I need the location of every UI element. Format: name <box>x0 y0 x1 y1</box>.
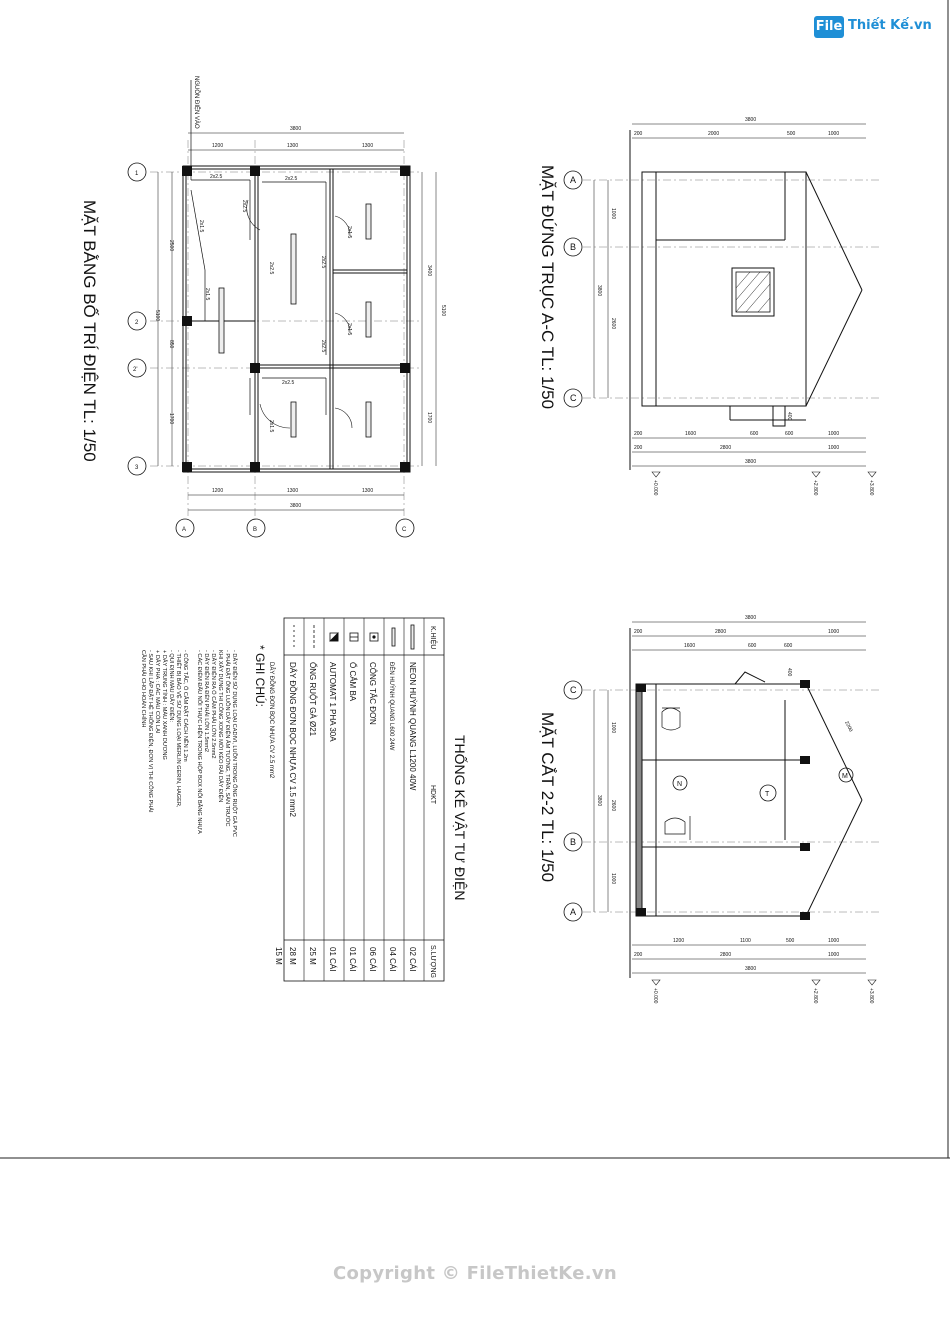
sec-axis-b: B <box>570 837 577 847</box>
plan-grid-row-3: 3 <box>135 465 139 471</box>
plan-dim-top-2: 1300 <box>287 143 299 149</box>
sec-dim-bot2-2: 2800 <box>720 952 732 958</box>
sec-dim-top-3: 1000 <box>828 629 840 635</box>
sec-marker-m: M <box>842 773 848 780</box>
section-title: MẶT CẮT 2-2 TL: 1/50 <box>538 712 557 883</box>
sec-dim-side-4: 1000 <box>610 873 616 885</box>
table-row-2-qty: 04 CÁI <box>388 947 397 972</box>
wire-label-6: 2x2.5 <box>268 262 274 275</box>
note-line-7: - CÔNG TẮC, Ổ CẮM ĐẶT CÁCH NỀN 1.2m <box>182 650 188 762</box>
elev-level-1: +2.800 <box>812 480 818 496</box>
sec-dim-top-1: 200 <box>634 629 643 635</box>
sec-dim-bot-4: 1000 <box>828 938 840 944</box>
wire-label-9: 2x1.5 <box>346 226 352 239</box>
plan-dim-total-bottom: 3800 <box>290 503 302 509</box>
elev-dim-side-1: 1000 <box>610 208 616 220</box>
plan-dim-top-1: 1200 <box>212 143 224 149</box>
notes-title: * GHI CHÚ: <box>253 645 267 708</box>
note-line-9: - QUI ĐỊNH MÀU DÂY ĐIỆN: <box>168 650 174 723</box>
sec-dim-total-top: 3800 <box>745 615 757 621</box>
logo-mark: File <box>814 16 844 38</box>
elev-level-2: +3.800 <box>868 480 874 496</box>
plan-dim-left-2: 850 <box>168 340 174 349</box>
elev-dim-top-3: 500 <box>787 131 796 137</box>
sec-axis-a: A <box>570 907 577 917</box>
elev-dim-top-4: 1000 <box>828 131 840 137</box>
logo-text: Thiết Kế.vn <box>848 18 932 33</box>
sec-dim-bot2-1: 200 <box>634 952 643 958</box>
elev-dim-total-bottom: 3800 <box>745 459 757 465</box>
table-header-symbol: K.HIỆU <box>429 626 436 650</box>
elev-dim-top-2: 2000 <box>708 131 720 137</box>
table-row-7-qty: 28 M <box>288 947 297 965</box>
plan-grid-row-1: 1 <box>135 171 139 177</box>
wire-label-8: 2x2.5 <box>320 340 326 353</box>
elev-dim-bot-3: 600 <box>750 431 759 437</box>
plan-grid-col-c: C <box>402 527 407 533</box>
sec-dim-top2-3: 600 <box>784 643 793 649</box>
elev-dim-bot-2: 1600 <box>685 431 697 437</box>
sec-level-1: +2.800 <box>812 988 818 1004</box>
plan-dim-left-total: 5100 <box>154 310 160 322</box>
note-line-11: + DÂY PHA : CÁC MÀU CÒN LẠI <box>154 650 160 734</box>
wire-label-3: 2x2.5 <box>241 200 247 213</box>
sec-dim-side-1: 1000 <box>610 722 616 734</box>
elev-dim-bot2-2: 2800 <box>720 445 732 451</box>
elev-dim-bot-1: 200 <box>634 431 643 437</box>
table-row-6-qty: 25 M <box>308 947 317 965</box>
table-row-4-desc: Ổ CẮM BA <box>348 662 357 702</box>
plan-dim-right-total: 5100 <box>440 305 446 317</box>
sec-dim-top-2: 2800 <box>715 629 727 635</box>
elev-dim-bot-5: 1000 <box>828 431 840 437</box>
sec-level-0: +0.000 <box>652 988 658 1004</box>
sec-dim-bot-1: 1200 <box>673 938 685 944</box>
table-header-qty: S.LƯỢNG <box>429 945 436 978</box>
sec-dim-bot-2: 1100 <box>740 938 751 944</box>
table-row-8-qty: 15 M <box>274 947 283 965</box>
plan-dim-bottom-1: 1200 <box>212 488 224 494</box>
elev-dim-bot2-3: 1000 <box>828 445 840 451</box>
table-row-7-desc: DÂY ĐỒNG ĐƠN BỌC NHỰA CV 1.5 mm2 <box>288 662 297 817</box>
sec-dim-bot-3: 500 <box>786 938 795 944</box>
note-line-4: - DÂY ĐIỆN RA Ổ CẮM PHẢI LỚN 2.5mm2 <box>210 650 216 759</box>
note-line-12: - SAU KHI LẮP ĐẶT HỆ THỐNG ĐIỆN, ĐƠN VỊ THI CÔNG PHẢI <box>147 650 153 813</box>
elev-dim-side-3: 2600 <box>610 318 616 330</box>
plan-dim-bottom-3: 1300 <box>362 488 374 494</box>
elev-level-0: +0.000 <box>652 480 658 496</box>
table-row-2-desc: ĐÈN HUỲNH QUANG L600 24W <box>388 662 394 751</box>
elev-dim-total-top: 3800 <box>745 117 757 123</box>
table-row-8-desc: DÂY ĐỒNG ĐƠN BỌC NHỰA CV 2.5 mm2 <box>268 662 274 779</box>
note-line-1: - DÂY ĐIỆN SỬ DỤNG LOẠI CADIVI, LUỒN TRONG ỐNG RUỘT GÀ PVC <box>231 650 237 837</box>
sec-level-2: +3.800 <box>868 988 874 1004</box>
table-row-5-qty: 01 CÁI <box>328 947 337 972</box>
plan-dim-bottom-2: 1300 <box>287 488 299 494</box>
table-header-desc: HDKT <box>429 785 436 805</box>
elev-axis-a: A <box>570 175 577 185</box>
plan-dim-left-1: 2500 <box>168 240 174 252</box>
table-row-1-desc: NEON HUỲNH QUANG L1200 40W <box>408 662 417 791</box>
notes <box>140 645 268 837</box>
wire-label-12: 2x1.5 <box>268 420 274 433</box>
table-row-3-desc: CÔNG TẮC ĐƠN <box>368 662 377 725</box>
plan-dim-right-a: 3400 <box>426 265 432 277</box>
sec-marker-n: N <box>677 781 683 788</box>
material-table <box>268 618 469 981</box>
elev-dim-bot-4: 600 <box>785 431 794 437</box>
sec-marker-t: T <box>765 791 770 798</box>
plan-grid-row-2: 2 <box>135 320 139 326</box>
sec-dim-side-3: 2600 <box>610 800 616 812</box>
sec-dim-total-bottom: 3800 <box>745 966 757 972</box>
wire-label-2: 2x2.5 <box>285 176 298 182</box>
sec-slope-dim: 2200 <box>843 720 854 733</box>
note-line-2: - PHẢI ĐẶT ỐNG LUỒN DÂY ĐIỆN ÂM TƯỜNG, TRẦN, SÀN TRƯỚC <box>224 650 230 827</box>
plan-dim-right-b: 1700 <box>426 412 432 424</box>
note-line-6: - CÁC ĐIỂM ĐẤU NỐI THỰC HIỆN TRONG HỘP BOX NỐI BẰNG NHỰA <box>196 650 202 834</box>
wire-label-10: 2x1.5 <box>346 323 352 336</box>
wire-label-5: 2x1.5 <box>204 288 210 301</box>
sec-dim-top2-2: 600 <box>748 643 757 649</box>
plan-grid-row-2b: 2' <box>133 367 138 373</box>
wire-label-7: 2x2.5 <box>320 256 326 269</box>
copyright-watermark: Copyright © FileThietKe.vn <box>332 1263 618 1284</box>
table-row-6-desc: ỐNG RUỘT GÀ Ø21 <box>308 662 317 737</box>
plan-grid-col-b: B <box>253 527 258 533</box>
section-2-2 <box>538 615 880 1004</box>
table-row-1-qty: 02 CÁI <box>408 947 417 972</box>
sec-dim-bot2-3: 1000 <box>828 952 840 958</box>
elevation-title: MẶT ĐỨNG TRỤC A-C TL: 1/50 <box>538 165 557 410</box>
floor-plan <box>80 76 446 537</box>
elevation-a-c <box>538 117 880 496</box>
wire-label-11: 2x2.5 <box>282 380 295 386</box>
table-row-3-qty: 06 CÁI <box>368 947 377 972</box>
plan-source-label: NGUỒN ĐIỆN VÀO <box>193 76 199 129</box>
plan-grid-col-a: A <box>182 527 187 533</box>
table-title: THỐNG KÊ VẬT TƯ ĐIỆN <box>452 735 468 901</box>
plan-dim-left-3: 1700 <box>168 413 174 425</box>
table-row-5-desc: AUTOMAT 1 PHA 30A <box>328 662 337 742</box>
plan-dim-total-top: 3800 <box>290 126 302 132</box>
note-line-3: KHI XÂY DỰNG THI CÔNG XONG MỚI KÉO RẢI DÂY ĐIỆN <box>217 650 223 803</box>
wire-label-4: 2x1.5 <box>198 220 204 233</box>
note-line-8: - THIẾT BỊ BẢO VỆ SỬ DỤNG LOẠI MERLIN GERIN, HAGER, <box>175 650 181 808</box>
sec-dim-side-2: 3800 <box>596 795 602 807</box>
sec-dim-top2-1: 1600 <box>684 643 696 649</box>
elev-dim-side-2: 3800 <box>596 285 602 297</box>
elev-axis-c: C <box>570 393 577 403</box>
elev-dim-bot2-1: 200 <box>634 445 643 451</box>
wire-label-1: 2x2.5 <box>210 174 223 180</box>
plan-dim-top-3: 1300 <box>362 143 374 149</box>
sec-small-dim: 400 <box>786 668 792 677</box>
elev-dim-top-1: 200 <box>634 131 643 137</box>
note-line-10: + DÂY TRUNG TÍNH : MÀU XANH DƯƠNG <box>161 650 167 760</box>
elev-small-dim: 400 <box>786 412 792 421</box>
elev-axis-b: B <box>570 242 577 252</box>
plan-title: MẶT BẰNG BỐ TRÍ ĐIỆN TL: 1/50 <box>80 200 99 462</box>
note-line-5: - DÂY ĐIỆN RA ĐÈN PHẢI LỚN 1.5mm2 <box>203 650 209 752</box>
table-row-4-qty: 01 CÁI <box>348 947 357 972</box>
sec-axis-c: C <box>570 685 577 695</box>
note-line-13: CẦN PHẢI CHO HOÀN CHỈNH <box>140 650 146 728</box>
